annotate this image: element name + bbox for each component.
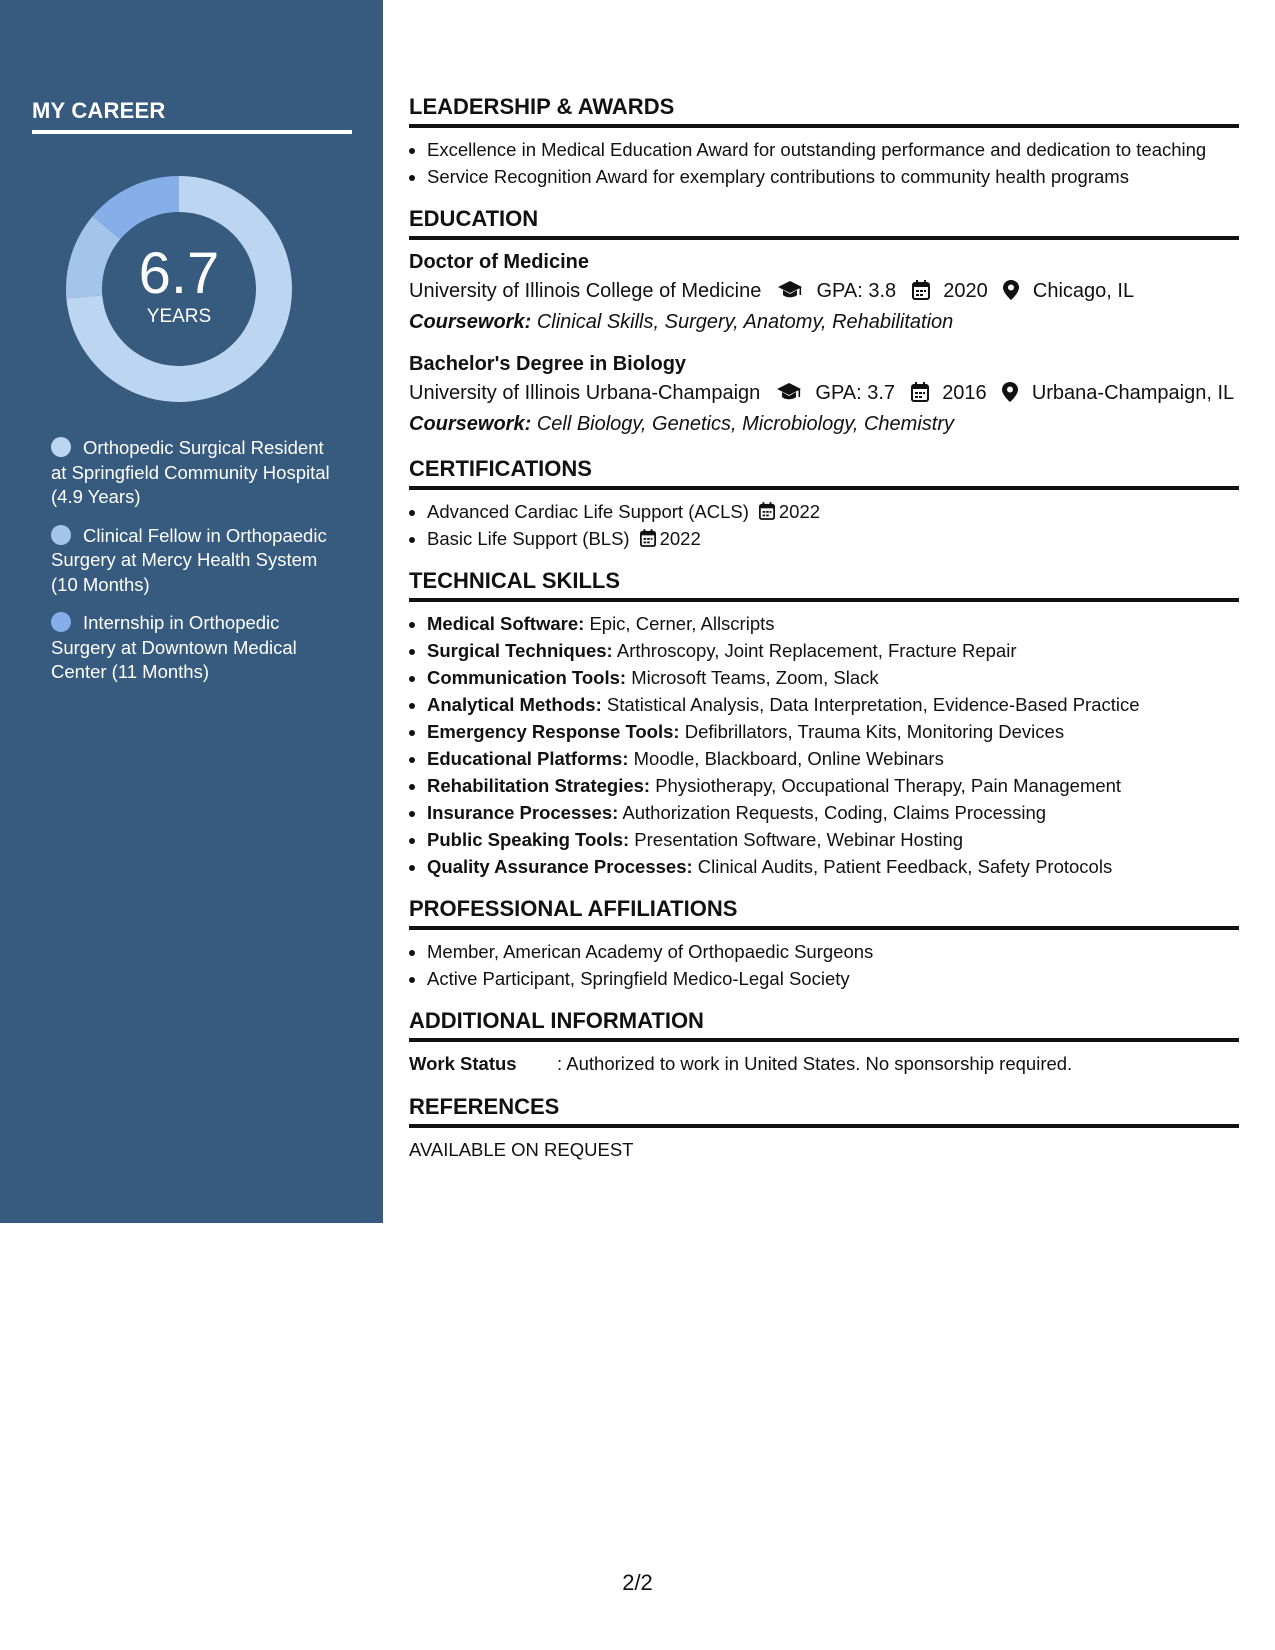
certifications-list: [409, 498, 1239, 552]
calendar-icon: [911, 382, 929, 402]
skill-label: Emergency Response Tools:: [427, 721, 680, 742]
section-title: EDUCATION: [409, 206, 1239, 240]
degree-title: Bachelor's Degree in Biology: [409, 353, 687, 375]
list-item: [427, 691, 1239, 718]
skills-section: [409, 568, 1239, 880]
calendar-icon: [912, 280, 930, 300]
skill-label: Public Speaking Tools:: [427, 829, 630, 850]
career-title: MY CAREER: [32, 98, 352, 134]
skills-list: [409, 610, 1239, 880]
career-item-label: Clinical Fellow in Orthopaedic Surgery at Mercy Health System (10 Months): [51, 524, 327, 595]
skill-label: Surgical Techniques:: [427, 640, 613, 661]
main-content: [409, 94, 1239, 1180]
career-item-label: Orthopedic Surgical Resident at Springfield Community Hospital (4.9 Years): [51, 437, 330, 507]
education-section: [409, 206, 1239, 440]
list-item: • Active Participant, Springfield Medico-Legal Society: [427, 965, 1239, 992]
legend-dot-icon: [51, 437, 71, 457]
gpa: GPA: 3.8: [816, 280, 897, 302]
skill-label: Insurance Processes:: [427, 802, 619, 823]
work-status-label: Work Status: [409, 1053, 517, 1074]
school-location: Urbana-Champaign, IL: [1031, 382, 1235, 404]
graduation-year: 2020: [943, 280, 988, 302]
list-item: [427, 772, 1239, 799]
degree-details: [409, 276, 1239, 307]
career-item: [51, 611, 341, 685]
skill-value: Physiotherapy, Occupational Therapy, Pain Management: [655, 775, 1122, 796]
degree-entry: [409, 350, 1239, 440]
references-section: [409, 1094, 1239, 1164]
work-status-row: [409, 1050, 1239, 1078]
additional-section: [409, 1008, 1239, 1078]
degree-title: Doctor of Medicine: [409, 251, 590, 273]
skill-value: Microsoft Teams, Zoom, Slack: [631, 667, 879, 688]
list-item: [427, 498, 1239, 525]
list-item: [427, 745, 1239, 772]
section-title: PROFESSIONAL AFFILIATIONS: [409, 896, 1239, 930]
skill-value: Arthroscopy, Joint Replacement, Fracture Repair: [616, 640, 1017, 661]
affiliations-section: [409, 896, 1239, 992]
location-pin-icon: [1003, 280, 1019, 300]
gpa: GPA: 3.7: [815, 382, 896, 404]
coursework-value: Clinical Skills, Surgery, Anatomy, Rehabilitation: [536, 311, 954, 333]
section-title: TECHNICAL SKILLS: [409, 568, 1239, 602]
leadership-section: [409, 94, 1239, 190]
skill-value: Epic, Cerner, Allscripts: [589, 613, 775, 634]
skill-label: Communication Tools:: [427, 667, 627, 688]
section-title: CERTIFICATIONS: [409, 456, 1239, 490]
skill-value: Statistical Analysis, Data Interpretation, Evidence-Based Practice: [606, 694, 1140, 715]
skill-label: Educational Platforms:: [427, 748, 629, 769]
list-item: [427, 826, 1239, 853]
list-item: • Member, American Academy of Orthopaedic Surgeons: [427, 938, 1239, 965]
skill-value: Presentation Software, Webinar Hosting: [634, 829, 964, 850]
cert-name: Advanced Cardiac Life Support (ACLS): [427, 501, 749, 522]
list-item: [427, 637, 1239, 664]
list-item: [427, 610, 1239, 637]
skill-value: Clinical Audits, Patient Feedback, Safety Protocols: [697, 856, 1113, 877]
list-item: [427, 718, 1239, 745]
list-item: [427, 853, 1239, 880]
legend-dot-icon: [51, 525, 71, 545]
legend-dot-icon: [51, 612, 71, 632]
skill-label: Rehabilitation Strategies:: [427, 775, 651, 796]
list-item: [427, 525, 1239, 552]
calendar-icon: [640, 529, 656, 547]
career-item: [51, 436, 341, 510]
career-item: [51, 524, 341, 598]
skill-value: Authorization Requests, Coding, Claims Processing: [622, 802, 1047, 823]
career-item-label: Internship in Orthopedic Surgery at Downtown Medical Center (11 Months): [51, 612, 297, 682]
skill-label: Analytical Methods:: [427, 694, 602, 715]
skill-value: Moodle, Blackboard, Online Webinars: [633, 748, 944, 769]
cert-year: 2022: [778, 501, 821, 522]
coursework-value: Cell Biology, Genetics, Microbiology, Chemistry: [536, 413, 954, 435]
coursework: [409, 307, 1239, 338]
career-total-unit: YEARS: [146, 306, 212, 327]
calendar-icon: [759, 502, 775, 520]
school-name: University of Illinois Urbana-Champaign: [409, 382, 761, 404]
school-location: Chicago, IL: [1032, 280, 1135, 302]
school-name: University of Illinois College of Medicine: [409, 280, 762, 302]
cert-year: 2022: [659, 528, 701, 549]
skill-value: Defibrillators, Trauma Kits, Monitoring Devices: [684, 721, 1065, 742]
list-item: [427, 799, 1239, 826]
coursework-label: Coursework:: [409, 311, 532, 333]
skill-label: Medical Software:: [427, 613, 585, 634]
degree-details: [409, 378, 1239, 409]
graduation-cap-icon: [776, 382, 802, 402]
references-text: AVAILABLE ON REQUEST: [409, 1139, 634, 1160]
page-number: 2/2: [622, 1570, 653, 1595]
awards-list: [409, 136, 1239, 190]
sidebar: [0, 0, 383, 1223]
section-title: REFERENCES: [409, 1094, 1239, 1128]
affiliations-list: [409, 938, 1239, 992]
skill-label: Quality Assurance Processes:: [427, 856, 693, 877]
location-pin-icon: [1002, 382, 1018, 402]
degree-entry: [409, 248, 1239, 338]
coursework-label: Coursework:: [409, 413, 532, 435]
graduation-cap-icon: [777, 280, 803, 300]
list-item: [427, 664, 1239, 691]
donut-center: [66, 176, 292, 402]
graduation-year: 2016: [942, 382, 987, 404]
career-list: [51, 436, 341, 699]
list-item: • Excellence in Medical Education Award for outstanding performance and dedication to teaching: [427, 136, 1239, 163]
coursework: [409, 409, 1239, 440]
cert-name: Basic Life Support (BLS): [427, 528, 630, 549]
section-title: ADDITIONAL INFORMATION: [409, 1008, 1239, 1042]
work-status-value: : Authorized to work in United States. No sponsorship required.: [557, 1053, 1073, 1074]
career-total-years: 6.7: [138, 241, 220, 306]
certifications-section: [409, 456, 1239, 552]
list-item: • Service Recognition Award for exemplary contributions to community health programs: [427, 163, 1239, 190]
section-title: LEADERSHIP & AWARDS: [409, 94, 1239, 128]
